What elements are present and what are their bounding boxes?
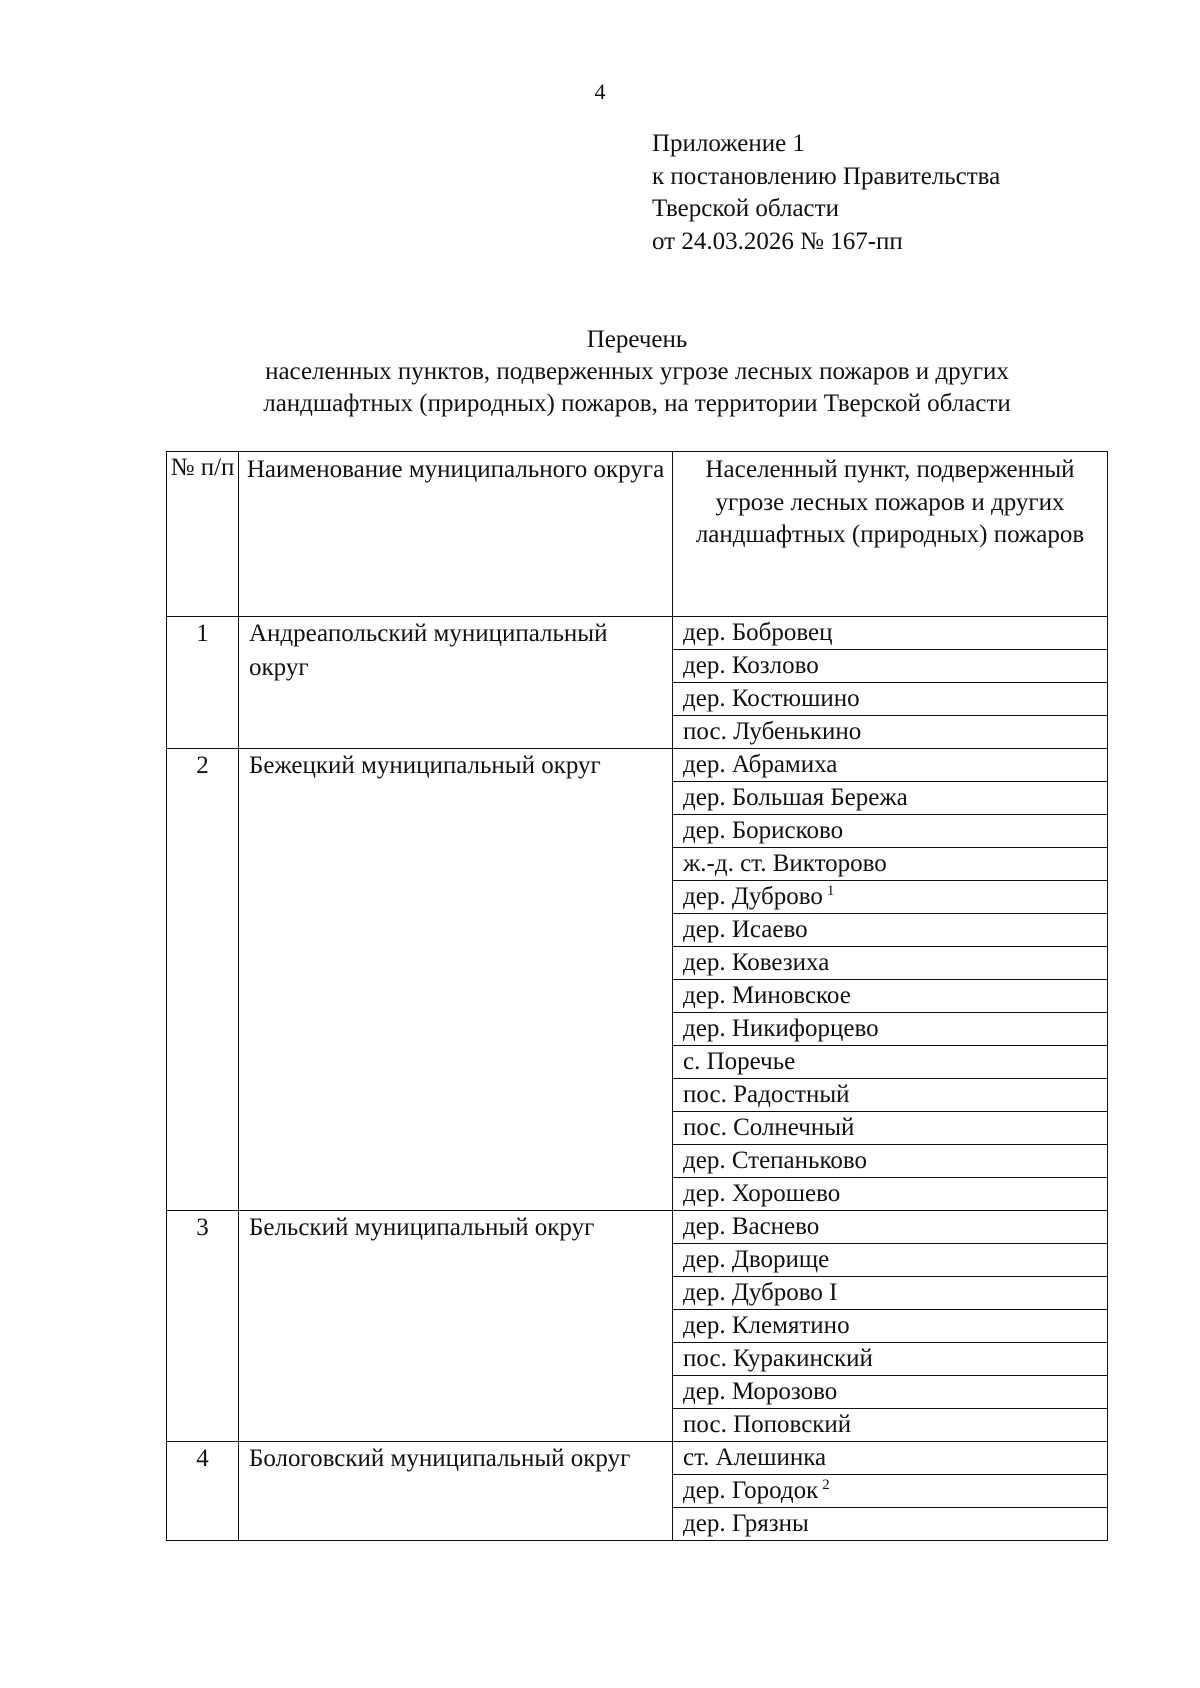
settlement-cell (673, 683, 1108, 716)
settlement-name: дер. Грязны (683, 1510, 809, 1537)
settlement-cell (673, 1112, 1108, 1145)
settlement-name: дер. Городок (683, 1477, 819, 1504)
settlement-cell (673, 1079, 1108, 1112)
settlement-cell (673, 650, 1108, 683)
settlement-cell (673, 1046, 1108, 1079)
settlement-name: дер. Бобровец (683, 619, 833, 646)
settlement-cell (673, 1211, 1108, 1244)
appendix-line: Приложение 1 (652, 130, 805, 157)
settlement-name: пос. Лубенькино (683, 718, 862, 745)
title-line: населенных пунктов, подверженных угрозе лесных пожаров и других (265, 358, 1009, 385)
settlement-cell (673, 1508, 1108, 1541)
settlement-name: дер. Дуброво (683, 883, 823, 910)
appendix-line: к постановлению Правительства (652, 162, 1001, 190)
settlement-name: пос. Куракинский (683, 1345, 873, 1372)
settlement-cell (673, 914, 1108, 947)
header-num: № п/п (167, 452, 239, 617)
settlement-name: дер. Васнево (683, 1213, 820, 1240)
settlement-name: дер. Степаньково (683, 1147, 867, 1174)
settlement-cell (673, 1475, 1108, 1508)
settlement-cell (673, 1145, 1108, 1178)
settlement-name: дер. Костюшино (683, 685, 860, 712)
settlement-cell (673, 947, 1108, 980)
settlement-name: дер. Абрамиха (683, 751, 838, 778)
settlement-cell (673, 749, 1108, 782)
settlement-name: пос. Поповский (683, 1411, 852, 1438)
table-body (167, 617, 1108, 1541)
settlement-name: ст. Алешинка (683, 1444, 827, 1471)
row-number: 1 (167, 617, 239, 749)
settlement-cell (673, 617, 1108, 650)
settlement-cell (673, 1310, 1108, 1343)
document-title (166, 324, 1108, 420)
settlements-table (166, 451, 1108, 1541)
settlement-name: пос. Радостный (683, 1081, 850, 1108)
settlement-name: дер. Исаево (683, 916, 808, 943)
appendix-block (652, 128, 1000, 258)
settlement-name: дер. Ковезиха (683, 949, 830, 976)
settlement-name: дер. Дворище (683, 1246, 830, 1273)
settlement-cell (673, 1013, 1108, 1046)
table-row (167, 1442, 1108, 1475)
district-name: Бологовский муниципальный округ (239, 1442, 673, 1541)
settlement-cell (673, 716, 1108, 749)
title-line: ландшафтных (природных) пожаров, на территории Тверской области (263, 390, 1011, 417)
settlement-name: пос. Солнечный (683, 1114, 855, 1141)
settlement-name: дер. Никифорцево (683, 1015, 879, 1042)
settlement-name: дер. Клемятино (683, 1312, 850, 1339)
settlement-cell (673, 1244, 1108, 1277)
settlement-cell (673, 980, 1108, 1013)
appendix-line: Тверской области (652, 195, 839, 222)
settlement-name: дер. Миновское (683, 982, 851, 1009)
settlement-cell (673, 815, 1108, 848)
row-number: 3 (167, 1211, 239, 1442)
district-name: Бежецкий муниципальный округ (239, 749, 673, 1211)
settlement-cell (673, 1178, 1108, 1211)
settlement-name: дер. Борисково (683, 817, 844, 844)
settlement-name: дер. Хорошево (683, 1180, 841, 1207)
settlement-name: дер. Козлово (683, 652, 819, 679)
settlement-cell (673, 881, 1108, 914)
settlement-cell (673, 1442, 1108, 1475)
settlement-cell (673, 1343, 1108, 1376)
district-name: Андреапольский муниципальный округ (239, 617, 673, 749)
table-header-row (167, 452, 1108, 617)
settlement-cell (673, 848, 1108, 881)
footnote-marker: 1 (826, 883, 835, 899)
settlement-cell (673, 1277, 1108, 1310)
title-heading: Перечень (586, 326, 688, 353)
district-name: Бельский муниципальный округ (239, 1211, 673, 1442)
table-row (167, 617, 1108, 650)
table-row (167, 1211, 1108, 1244)
page-number: 4 (594, 79, 606, 104)
row-number: 2 (167, 749, 239, 1211)
settlement-name: дер. Морозово (683, 1378, 838, 1405)
header-settlement: Населенный пункт, подверженный угрозе лесных пожаров и других ландшафтных (природных) пожаров (673, 452, 1108, 617)
table-row (167, 749, 1108, 782)
settlement-cell (673, 1376, 1108, 1409)
header-district: Наименование муниципального округа (239, 452, 673, 617)
appendix-line: от 24.03.2026 № 167-пп (652, 227, 903, 255)
settlement-name: с. Поречье (683, 1048, 796, 1075)
row-number: 4 (167, 1442, 239, 1541)
footnote-marker: 2 (822, 1477, 830, 1493)
settlement-name: дер. Большая Бережа (683, 784, 908, 811)
settlement-cell (673, 782, 1108, 815)
settlement-name: дер. Дуброво I (683, 1279, 838, 1306)
settlement-cell (673, 1409, 1108, 1442)
settlement-name: ж.-д. ст. Викторово (683, 850, 887, 877)
